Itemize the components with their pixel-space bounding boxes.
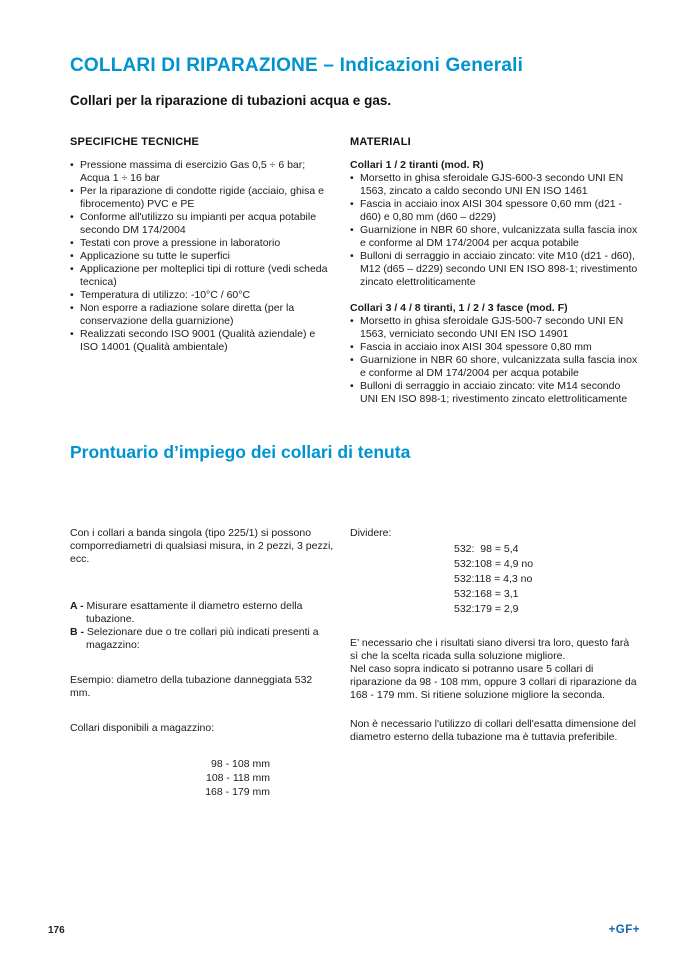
steps-block [70,600,334,652]
material-group-title: Collari 1 / 2 tiranti (mod. R) [350,159,484,171]
section-title: Prontuario d’impiego dei collari di tenuta [70,442,411,462]
division-line: 532:108 = 4,9 no [454,558,534,570]
step-a-label: A - [70,600,84,612]
example-paragraph: Esempio: diametro della tubazione danneggiata 532 mm. [70,674,313,699]
step-a [70,600,334,626]
materials-column [350,136,640,406]
available-label: Collari disponibili a magazzino: [70,722,215,734]
materials-heading: MATERIALI [350,136,411,148]
page-title: COLLARI DI RIPARAZIONE – Indicazioni Generali [70,55,524,76]
page-subtitle: Collari per la riparazione di tubazioni acqua e gas. [70,93,392,108]
size-item: 168 - 179 mm [205,786,270,798]
material-item: • Morsetto in ghisa sferoidale GJS-500-7 secondo UNI EN 1563, verniciato secondo UNI EN ISO 14901 [350,315,640,341]
material-item: • Guarnizione in NBR 60 shore, vulcanizzata sulla fascia inox e conforme al DM 174/2004 per acqua potabile [350,354,640,380]
specs-column [70,136,334,406]
step-a-text: Misurare esattamente il diametro esterno della tubazione. [86,600,303,625]
spec-item: • Non esporre a radiazione solare diretta (per la conservazione della guarnizione) [70,302,334,328]
spec-item: • Realizzati secondo ISO 9001 (Qualità aziendale) e ISO 14001 (Qualità ambientale) [70,328,334,354]
gf-logo: +GF+ [608,924,640,936]
top-columns [70,136,640,406]
spec-item: • Testati con prove a pressione in laboratorio [70,237,334,250]
result-paragraph-1: E’ necessario che i risultati siano diversi tra loro, questo farà sì che la scelta ricada sulla soluzione migliore. [350,637,630,662]
result-paragraphs [350,637,640,702]
prontuario-right-column [350,527,640,799]
material-item: • Bulloni di serraggio in acciaio zincato: vite M14 secondo UNI EN ISO 898-1; rivestimento zincato elettroliticamente [350,380,640,406]
spec-item: • Temperatura di utilizzo: -10°C / 60°C [70,289,334,302]
material-item: • Bulloni di serraggio in acciaio zincato: vite M10 (d21 - d60), M12 (d65 – d229) secondo UNI EN ISO 898-1; rivestimento zincato elettroliticamente [350,250,640,289]
prontuario-left-column [70,527,334,799]
size-list [178,757,270,799]
intro-paragraph: Con i collari a banda singola (tipo 225/1) si possono comporrediametri di qualsiasi misura, in 2 pezzi, 3 pezzi, ecc. [70,527,334,565]
note-paragraph: Non è necessario l'utilizzo di collari dell'esatta dimensione del diametro esterno della tubazione ma è tuttavia preferibile. [350,718,636,743]
page-footer [48,924,640,936]
size-item: 98 - 108 mm [211,758,270,770]
spec-item: • Per la riparazione di condotte rigide (acciaio, ghisa e fibrocemento) PVC e PE [70,185,334,211]
spec-item: • Pressione massima di esercizio Gas 0,5 ÷ 6 bar; Acqua 1 ÷ 16 bar [70,159,334,185]
materials-list-mod-r [350,172,640,289]
material-item: • Guarnizione in NBR 60 shore, vulcanizzata sulla fascia inox e conforme al DM 174/2004 per acqua potabile [350,224,640,250]
divide-label: Dividere: [350,527,392,539]
result-paragraph-2: Nel caso sopra indicato si potranno usare 5 collari di riparazione da 98 - 108 mm, oppure 3 collari di riparazione da 168 - 179 mm. Si ritiene soluzione migliore la seconda. [350,663,637,701]
material-item: • Fascia in acciaio inox AISI 304 spessore 0,60 mm (d21 - d60) e 0,80 mm (d60 – d229) [350,198,640,224]
bottom-columns [70,527,640,799]
division-line: 532:118 = 4,3 no [454,573,533,585]
specs-list [70,159,334,354]
division-line: 532: 98 = 5,4 [454,543,519,555]
division-list [454,542,640,617]
material-item: • Morsetto in ghisa sferoidale GJS-600-3 secondo UNI EN 1563, zincato a caldo secondo UNI EN ISO 1461 [350,172,640,198]
division-line: 532:168 = 3,1 [454,588,519,600]
step-b-label: B - [70,626,84,638]
size-item: 108 - 118 mm [206,772,270,784]
material-group-title: Collari 3 / 4 / 8 tiranti, 1 / 2 / 3 fasce (mod. F) [350,302,568,314]
material-item: • Fascia in acciaio inox AISI 304 spessore 0,80 mm [350,341,640,354]
specs-heading: SPECIFICHE TECNICHE [70,136,200,148]
step-b [70,626,334,652]
materials-list-mod-f [350,315,640,406]
step-b-text: Selezionare due o tre collari più indicati presenti a magazzino: [86,626,319,651]
spec-item: • Applicazione per molteplici tipi di rotture (vedi scheda tecnica) [70,263,334,289]
division-line: 532:179 = 2,9 [454,603,519,615]
spec-item: • Applicazione su tutte le superfici [70,250,334,263]
page-number: 176 [48,925,65,936]
spec-item: • Conforme all'utilizzo su impianti per acqua potabile secondo DM 174/2004 [70,211,334,237]
